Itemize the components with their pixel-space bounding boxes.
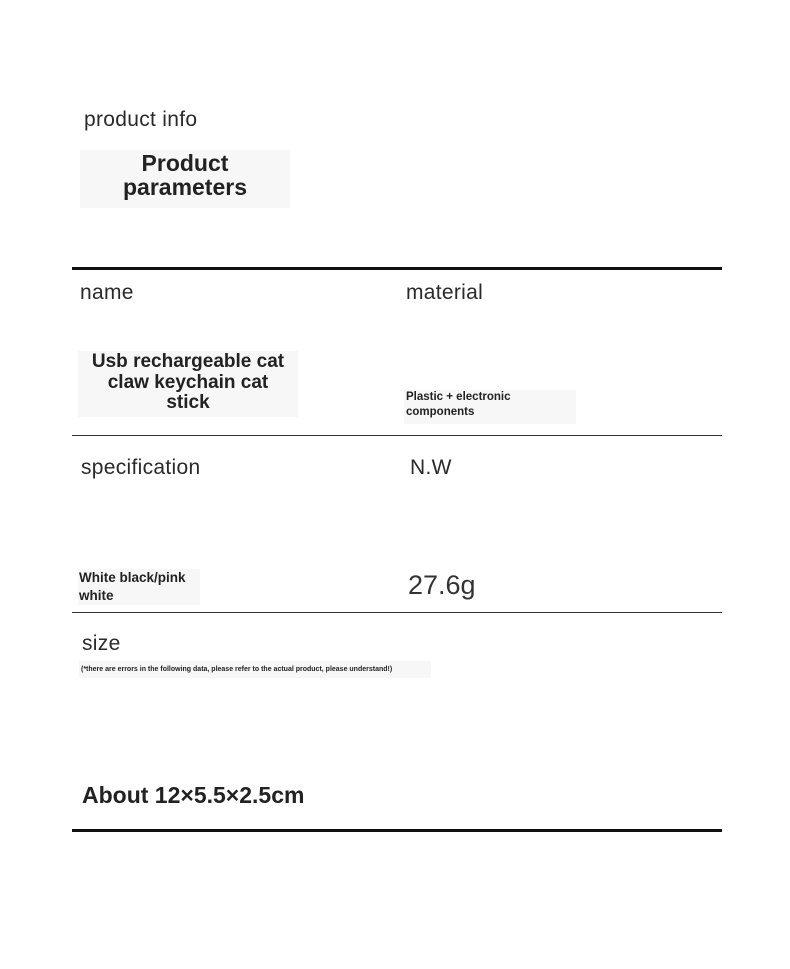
row-divider-2: [72, 612, 722, 613]
material-value: [404, 390, 576, 424]
specification-label: specification: [81, 456, 201, 479]
weight-label: N.W: [410, 456, 452, 479]
table-top-rule: [72, 267, 722, 270]
specification-value: [78, 569, 200, 605]
specification-value-line2: white: [79, 588, 114, 603]
section-label: product info: [84, 108, 198, 131]
table-bottom-rule: [72, 829, 722, 832]
weight-value: 27.6g: [408, 570, 476, 600]
size-label: size: [82, 632, 121, 655]
name-value: [78, 351, 298, 417]
size-disclaimer: (*there are errors in the following data, please refer to the actual product, please understand!): [79, 661, 431, 678]
name-value-line2: claw keychain cat: [107, 372, 269, 393]
specification-value-line1: White black/pink: [79, 570, 186, 585]
row-divider-1: [72, 435, 722, 436]
size-value: About 12×5.5×2.5cm: [82, 782, 305, 808]
page-title-line1: Product: [141, 150, 229, 176]
name-value-line1: Usb rechargeable cat: [91, 351, 285, 372]
material-value-line2: components: [406, 406, 475, 418]
material-label: material: [406, 281, 484, 304]
page-title-line2: parameters: [122, 174, 248, 200]
name-label: name: [80, 281, 134, 304]
name-value-line3: stick: [166, 392, 210, 413]
page-title: [80, 150, 290, 208]
material-value-line1: Plastic + electronic: [406, 391, 511, 403]
